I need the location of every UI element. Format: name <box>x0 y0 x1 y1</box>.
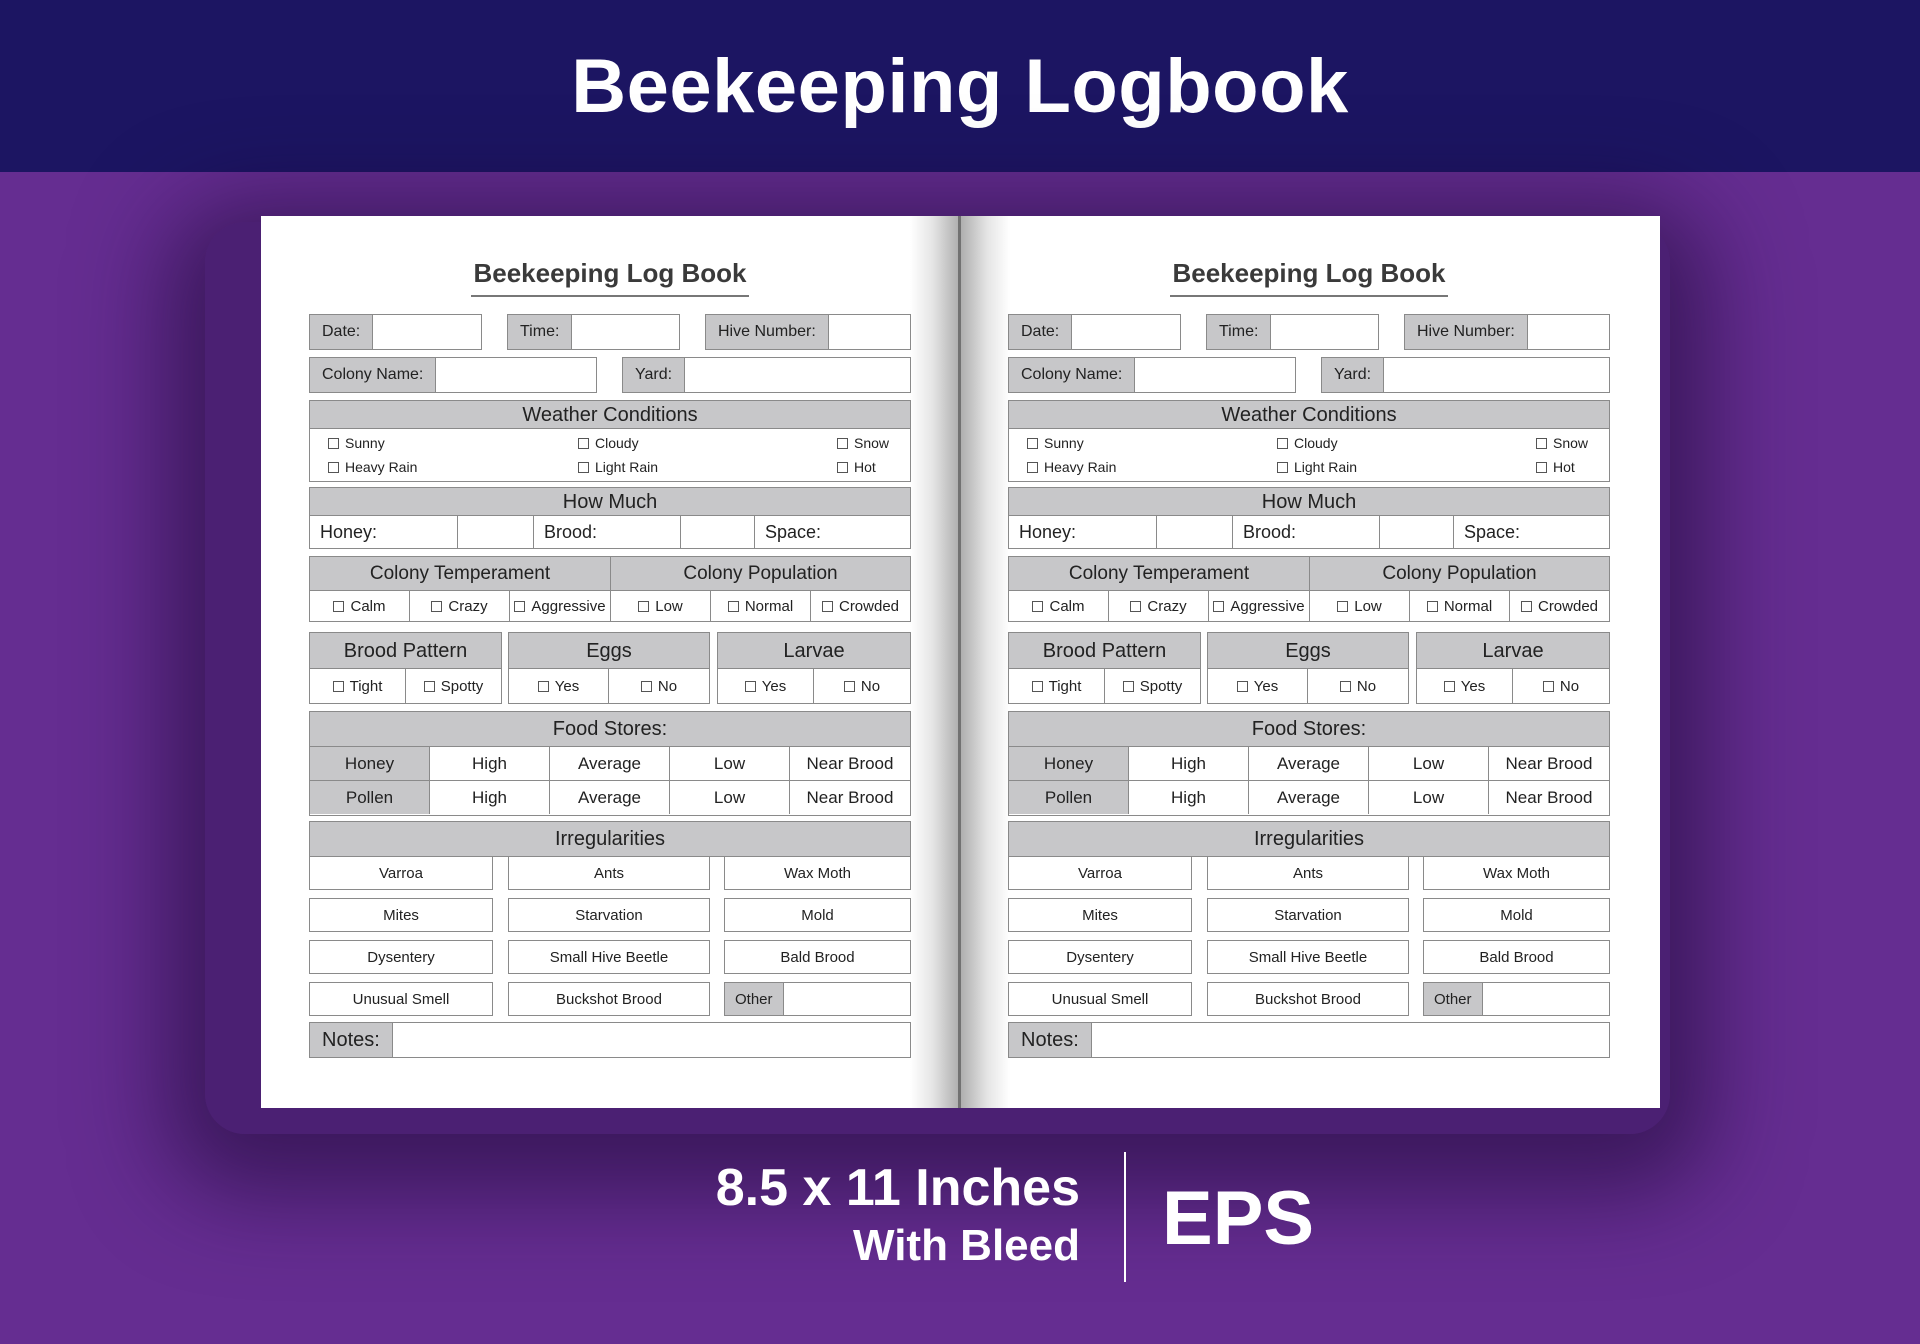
size-line-1: 8.5 x 11 Inches <box>715 1159 1080 1217</box>
brood-pattern-option-spotty[interactable]: Spotty <box>406 669 501 703</box>
irregularity-item[interactable]: Mites <box>1008 898 1192 932</box>
weather-option-cloudy[interactable]: Cloudy <box>1277 435 1338 451</box>
food-option[interactable]: High <box>430 781 550 814</box>
checkbox-icon[interactable] <box>424 681 435 692</box>
population-option-crowded[interactable]: Crowded <box>1510 591 1609 621</box>
how-much-section <box>309 487 911 549</box>
larvae-section <box>717 632 911 704</box>
checkbox-icon[interactable] <box>641 681 652 692</box>
brood-pattern-option-tight[interactable]: Tight <box>310 669 406 703</box>
checkbox-icon[interactable] <box>1340 681 1351 692</box>
weather-option-light-rain[interactable]: Light Rain <box>1277 459 1357 475</box>
other-label: Other <box>1424 983 1483 1015</box>
temperament-option-calm[interactable]: Calm <box>1009 591 1109 621</box>
time-field[interactable] <box>507 314 680 350</box>
weather-option-light-rain[interactable]: Light Rain <box>578 459 658 475</box>
colony-name-field[interactable] <box>309 357 597 393</box>
checkbox-icon[interactable] <box>1237 681 1248 692</box>
hive-number-field[interactable] <box>1404 314 1610 350</box>
notes-field[interactable] <box>1008 1022 1610 1058</box>
checkbox-icon[interactable] <box>333 601 344 612</box>
larvae-option-no[interactable]: No <box>814 669 910 703</box>
food-row-pollen <box>310 780 910 814</box>
food-option[interactable]: Near Brood <box>806 787 894 807</box>
weather-option-snow[interactable]: Snow <box>837 435 889 451</box>
eggs-heading: Eggs <box>509 633 709 669</box>
brood-pattern-heading: Brood Pattern <box>310 633 501 669</box>
time-label: Time: <box>1207 315 1271 349</box>
irregularity-item[interactable]: Bald Brood <box>1423 940 1610 974</box>
checkbox-icon[interactable] <box>1337 601 1348 612</box>
notes-label: Notes: <box>310 1023 393 1057</box>
date-field[interactable] <box>309 314 482 350</box>
eggs-option-no[interactable]: No <box>609 669 709 703</box>
checkbox-icon[interactable] <box>1277 462 1288 473</box>
food-option[interactable]: Average <box>550 747 670 780</box>
temperament-population-section <box>309 556 911 622</box>
population-option-normal[interactable]: Normal <box>711 591 811 621</box>
eggs-option-yes[interactable]: Yes <box>1208 669 1308 703</box>
colony-name-label: Colony Name: <box>310 358 436 392</box>
larvae-heading: Larvae <box>1417 633 1609 669</box>
weather-option-hot[interactable]: Hot <box>1536 459 1575 475</box>
irregularity-other-field[interactable] <box>1423 982 1610 1016</box>
footer-divider <box>1124 1152 1126 1282</box>
time-field[interactable] <box>1206 314 1379 350</box>
food-row-pollen <box>1009 780 1609 814</box>
banner-title: Beekeeping Logbook <box>571 43 1349 129</box>
checkbox-icon[interactable] <box>728 601 739 612</box>
checkbox-icon[interactable] <box>328 438 339 449</box>
checkbox-icon[interactable] <box>1536 438 1547 449</box>
larvae-option-yes[interactable]: Yes <box>718 669 814 703</box>
space-amount-field[interactable]: Space: <box>1453 516 1611 548</box>
hive-number-label: Hive Number: <box>706 315 829 349</box>
temperament-option-calm[interactable]: Calm <box>310 591 410 621</box>
irregularity-item[interactable]: Mold <box>1423 898 1610 932</box>
checkbox-icon[interactable] <box>1444 681 1455 692</box>
how-much-section <box>1008 487 1610 549</box>
irregularities-heading: Irregularities <box>1009 822 1609 856</box>
temperament-option-aggressive[interactable]: Aggressive <box>1209 591 1310 621</box>
population-option-low[interactable]: Low <box>1310 591 1410 621</box>
checkbox-icon[interactable] <box>1032 681 1043 692</box>
checkbox-icon[interactable] <box>1027 438 1038 449</box>
temperament-option-aggressive[interactable]: Aggressive <box>510 591 611 621</box>
irregularity-item[interactable]: Unusual Smell <box>1008 982 1192 1016</box>
irregularity-item[interactable]: Dysentery <box>1008 940 1192 974</box>
checkbox-icon[interactable] <box>538 681 549 692</box>
checkbox-icon[interactable] <box>837 438 848 449</box>
food-option[interactable]: Near Brood <box>806 753 894 773</box>
weather-option-cloudy[interactable]: Cloudy <box>578 435 639 451</box>
irregularity-item[interactable]: Wax Moth <box>724 856 911 890</box>
eggs-section <box>1207 632 1409 704</box>
irregularity-item[interactable]: Small Hive Beetle <box>508 940 710 974</box>
how-much-heading: How Much <box>310 488 910 516</box>
irregularities-header <box>1008 821 1610 857</box>
weather-option-hot[interactable]: Hot <box>837 459 876 475</box>
population-option-low[interactable]: Low <box>611 591 711 621</box>
food-option[interactable]: Average <box>1249 781 1369 814</box>
irregularity-item[interactable]: Unusual Smell <box>309 982 493 1016</box>
yard-label: Yard: <box>1322 358 1384 392</box>
weather-heading: Weather Conditions <box>310 401 910 429</box>
honey-amount-field[interactable]: Honey: <box>309 516 458 548</box>
irregularity-item[interactable]: Wax Moth <box>1423 856 1610 890</box>
checkbox-icon[interactable] <box>1123 681 1134 692</box>
date-label: Date: <box>1009 315 1072 349</box>
checkbox-icon[interactable] <box>333 681 344 692</box>
brood-pattern-section <box>1008 632 1201 704</box>
irregularity-item[interactable]: Varroa <box>309 856 493 890</box>
food-option[interactable]: Low <box>670 781 790 814</box>
colony-name-field[interactable] <box>1008 357 1296 393</box>
checkbox-icon[interactable] <box>431 601 442 612</box>
food-option[interactable]: Average <box>1249 747 1369 780</box>
food-stores-section <box>309 711 911 816</box>
larvae-option-yes[interactable]: Yes <box>1417 669 1513 703</box>
weather-option-sunny[interactable]: Sunny <box>1027 435 1084 451</box>
food-option[interactable]: Average <box>550 781 670 814</box>
food-row-honey <box>310 746 910 780</box>
food-option[interactable]: High <box>1129 781 1249 814</box>
irregularity-item[interactable]: Starvation <box>1207 898 1409 932</box>
food-row-label: Honey <box>310 747 430 780</box>
irregularity-item[interactable]: Small Hive Beetle <box>1207 940 1409 974</box>
time-label: Time: <box>508 315 572 349</box>
yard-field[interactable] <box>1321 357 1610 393</box>
food-option[interactable]: Low <box>1369 747 1489 780</box>
checkbox-icon[interactable] <box>1213 601 1224 612</box>
hive-number-label: Hive Number: <box>1405 315 1528 349</box>
food-stores-heading: Food Stores: <box>310 712 910 747</box>
larvae-section <box>1416 632 1610 704</box>
checkbox-icon[interactable] <box>844 681 855 692</box>
irregularity-item[interactable]: Bald Brood <box>724 940 911 974</box>
weather-option-sunny[interactable]: Sunny <box>328 435 385 451</box>
food-row-label: Pollen <box>1009 781 1129 814</box>
checkbox-icon[interactable] <box>578 438 589 449</box>
size-caption <box>716 1158 1080 1274</box>
population-option-normal[interactable]: Normal <box>1410 591 1510 621</box>
weather-section <box>309 400 911 482</box>
log-title: Beekeeping Log Book <box>1008 258 1610 297</box>
larvae-heading: Larvae <box>718 633 910 669</box>
space-amount-field[interactable]: Space: <box>754 516 912 548</box>
food-row-label: Honey <box>1009 747 1129 780</box>
food-row-honey <box>1009 746 1609 780</box>
food-option[interactable]: Low <box>670 747 790 780</box>
checkbox-icon[interactable] <box>1032 601 1043 612</box>
population-heading: Colony Population <box>611 557 910 591</box>
irregularity-item[interactable]: Buckshot Brood <box>1207 982 1409 1016</box>
irregularity-item[interactable]: Dysentery <box>309 940 493 974</box>
irregularity-item[interactable]: Mites <box>309 898 493 932</box>
irregularity-other-field[interactable] <box>724 982 911 1016</box>
brood-pattern-option-spotty[interactable]: Spotty <box>1105 669 1200 703</box>
checkbox-icon[interactable] <box>1521 601 1532 612</box>
hive-number-field[interactable] <box>705 314 911 350</box>
irregularities-heading: Irregularities <box>310 822 910 856</box>
checkbox-icon[interactable] <box>1027 462 1038 473</box>
brood-amount-field[interactable]: Brood: <box>1232 516 1380 548</box>
yard-field[interactable] <box>622 357 911 393</box>
temperament-heading: Colony Temperament <box>1009 557 1310 591</box>
brood-pattern-section <box>309 632 502 704</box>
spine-shadow-left <box>910 216 960 1108</box>
brood-pattern-heading: Brood Pattern <box>1009 633 1200 669</box>
irregularity-item[interactable]: Ants <box>508 856 710 890</box>
weather-heading: Weather Conditions <box>1009 401 1609 429</box>
checkbox-icon[interactable] <box>1277 438 1288 449</box>
notes-field[interactable] <box>309 1022 911 1058</box>
weather-option-heavy-rain[interactable]: Heavy Rain <box>1027 459 1116 475</box>
brood-amount-field[interactable]: Brood: <box>533 516 681 548</box>
temperament-option-crazy[interactable]: Crazy <box>410 591 510 621</box>
food-row-label: Pollen <box>310 781 430 814</box>
checkbox-icon[interactable] <box>578 462 589 473</box>
irregularity-item[interactable]: Starvation <box>508 898 710 932</box>
weather-section <box>1008 400 1610 482</box>
log-title: Beekeeping Log Book <box>309 258 911 297</box>
food-option[interactable]: Near Brood <box>1505 787 1593 807</box>
food-option[interactable]: High <box>430 747 550 780</box>
population-option-crowded[interactable]: Crowded <box>811 591 910 621</box>
checkbox-icon[interactable] <box>328 462 339 473</box>
spine-shadow-right <box>960 216 1010 1108</box>
irregularity-item[interactable]: Buckshot Brood <box>508 982 710 1016</box>
other-label: Other <box>725 983 784 1015</box>
food-stores-section <box>1008 711 1610 816</box>
checkbox-icon[interactable] <box>1536 462 1547 473</box>
left-page <box>261 216 961 1108</box>
food-option[interactable]: Low <box>1369 781 1489 814</box>
checkbox-icon[interactable] <box>1543 681 1554 692</box>
eggs-section <box>508 632 710 704</box>
temperament-option-crazy[interactable]: Crazy <box>1109 591 1209 621</box>
checkbox-icon[interactable] <box>638 601 649 612</box>
yard-label: Yard: <box>623 358 685 392</box>
format-label: EPS <box>1162 1176 1315 1261</box>
checkbox-icon[interactable] <box>1427 601 1438 612</box>
checkbox-icon[interactable] <box>514 601 525 612</box>
irregularities-header <box>309 821 911 857</box>
irregularity-item[interactable]: Mold <box>724 898 911 932</box>
checkbox-icon[interactable] <box>822 601 833 612</box>
date-label: Date: <box>310 315 373 349</box>
population-heading: Colony Population <box>1310 557 1609 591</box>
temperament-heading: Colony Temperament <box>310 557 611 591</box>
checkbox-icon[interactable] <box>745 681 756 692</box>
eggs-heading: Eggs <box>1208 633 1408 669</box>
checkbox-icon[interactable] <box>837 462 848 473</box>
irregularity-item[interactable]: Ants <box>1207 856 1409 890</box>
eggs-option-no[interactable]: No <box>1308 669 1408 703</box>
book-spine <box>958 216 961 1108</box>
how-much-heading: How Much <box>1009 488 1609 516</box>
date-field[interactable] <box>1008 314 1181 350</box>
checkbox-icon[interactable] <box>1130 601 1141 612</box>
colony-name-label: Colony Name: <box>1009 358 1135 392</box>
right-page <box>960 216 1660 1108</box>
temperament-population-section <box>1008 556 1610 622</box>
weather-option-heavy-rain[interactable]: Heavy Rain <box>328 459 417 475</box>
food-option[interactable]: High <box>1129 747 1249 780</box>
notes-label: Notes: <box>1009 1023 1092 1057</box>
food-stores-heading: Food Stores: <box>1009 712 1609 747</box>
food-option[interactable]: Near Brood <box>1505 753 1593 773</box>
weather-option-snow[interactable]: Snow <box>1536 435 1588 451</box>
irregularity-item[interactable]: Varroa <box>1008 856 1192 890</box>
size-line-2: With Bleed <box>853 1221 1080 1270</box>
brood-pattern-option-tight[interactable]: Tight <box>1009 669 1105 703</box>
larvae-option-no[interactable]: No <box>1513 669 1609 703</box>
banner <box>0 0 1920 172</box>
eggs-option-yes[interactable]: Yes <box>509 669 609 703</box>
honey-amount-field[interactable]: Honey: <box>1008 516 1157 548</box>
